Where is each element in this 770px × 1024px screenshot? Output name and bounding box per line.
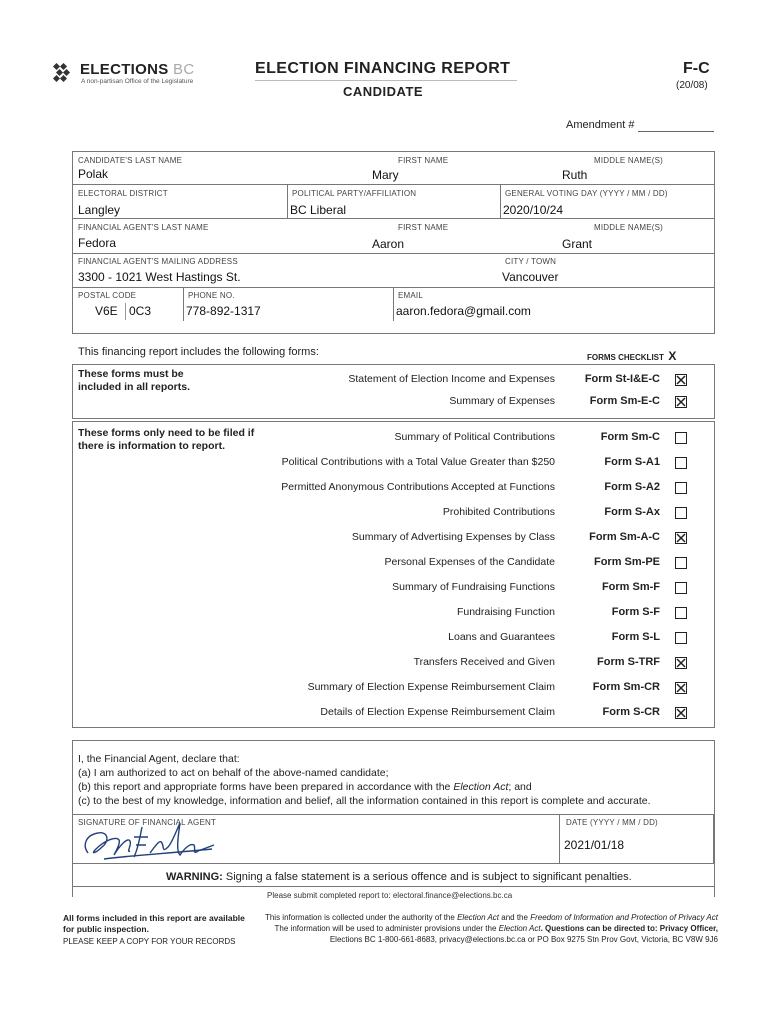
form-checkbox[interactable] <box>675 457 687 469</box>
form-code: Form Sm-A-C <box>589 531 660 543</box>
form-checkbox[interactable] <box>675 682 687 694</box>
district-value[interactable]: Langley <box>78 203 121 217</box>
checkbox-x-icon <box>676 683 686 693</box>
form-checkbox[interactable] <box>675 557 687 569</box>
privacy-note-2 <box>275 924 718 933</box>
logo-tagline: A non-partisan Office of the Legislature <box>81 78 194 85</box>
forms-intro: This financing report includes the following forms: <box>78 346 319 358</box>
agent-middle-name-label: MIDDLE NAME(S) <box>594 223 664 232</box>
form-checkbox[interactable] <box>675 582 687 594</box>
form-code: Form Sm-CR <box>592 681 660 693</box>
address-value[interactable]: 3300 - 1021 West Hastings St. <box>78 270 241 284</box>
form-checkbox[interactable] <box>675 607 687 619</box>
logo-suffix: BC <box>173 61 195 78</box>
forms-checklist-mark: X <box>668 349 677 363</box>
forms-checklist-header <box>587 347 676 365</box>
form-description: Summary of Advertising Expenses by Class <box>351 531 555 543</box>
candidate-last-name[interactable]: Polak <box>78 167 109 181</box>
form-version: (20/08) <box>676 80 708 91</box>
candidate-first-name[interactable]: Mary <box>372 168 399 182</box>
form-description: Transfers Received and Given <box>413 656 555 668</box>
form-description: Political Contributions with a Total Value Greater than $250 <box>281 456 555 468</box>
privacy-note-2-b: . Questions can be directed to: Privacy Officer, <box>540 924 718 933</box>
privacy-note-1 <box>265 913 718 922</box>
postal-code-label: POSTAL CODE <box>78 291 137 300</box>
candidate-middle-name-label: MIDDLE NAME(S) <box>594 156 664 165</box>
form-code: Form S-TRF <box>597 656 660 668</box>
form-code: Form Sm-C <box>600 431 660 443</box>
party-label: POLITICAL PARTY/AFFILIATION <box>292 189 417 198</box>
form-checkbox[interactable] <box>675 507 687 519</box>
amendment-label: Amendment # <box>566 119 635 131</box>
warning-label: WARNING: <box>166 871 223 883</box>
privacy-note-1-b: and the <box>501 913 528 922</box>
address-label: FINANCIAL AGENT'S MAILING ADDRESS <box>78 257 238 266</box>
warning-text: Signing a false statement is a serious offence and is subject to significant penalties. <box>225 871 632 883</box>
logo-name: ELECTIONS <box>80 61 169 78</box>
public-note-1: All forms included in this report are available <box>63 913 245 923</box>
form-description: Details of Election Expense Reimbursement Claim <box>320 706 555 718</box>
form-code: Form S-F <box>611 606 660 618</box>
form-code: Form S-A2 <box>604 481 660 493</box>
declaration-intro: I, the Financial Agent, declare that: <box>78 753 240 765</box>
amendment-field[interactable] <box>638 131 714 132</box>
voting-day-label: GENERAL VOTING DAY (YYYY / MM / DD) <box>505 189 668 198</box>
declaration-line-b-act: Election Act <box>453 781 509 793</box>
form-checkbox[interactable] <box>675 657 687 669</box>
checkbox-x-icon <box>676 375 686 385</box>
agent-middle-name[interactable]: Grant <box>562 237 593 251</box>
privacy-note-1-act: Election Act <box>457 913 500 922</box>
form-description: Personal Expenses of the Candidate <box>384 556 555 568</box>
form-description: Loans and Guarantees <box>448 631 555 643</box>
form-code: Form S-Ax <box>604 506 660 518</box>
agent-last-name[interactable]: Fedora <box>78 236 117 250</box>
postal-code-part-1[interactable]: V6E <box>95 304 118 318</box>
signature-image <box>74 815 224 863</box>
required-forms-heading: These forms must be included in all reports. <box>78 368 191 393</box>
form-checkbox[interactable] <box>675 532 687 544</box>
date-value[interactable]: 2021/01/18 <box>564 838 625 852</box>
city-value[interactable]: Vancouver <box>502 270 559 284</box>
signature-label: SIGNATURE OF FINANCIAL AGENT <box>78 818 217 827</box>
form-checkbox[interactable] <box>675 482 687 494</box>
candidate-middle-name[interactable]: Ruth <box>562 168 588 182</box>
public-note-2: for public inspection. <box>63 924 149 934</box>
form-checkbox[interactable] <box>675 374 687 386</box>
warning <box>166 871 632 883</box>
privacy-note-2-act: Election Act <box>498 924 541 933</box>
privacy-note-1-a: This information is collected under the authority of the <box>264 913 455 922</box>
email-label: EMAIL <box>398 291 424 300</box>
checkbox-x-icon <box>676 658 686 668</box>
declaration-line-b <box>78 781 532 793</box>
form-code: Form S-L <box>611 631 660 643</box>
agent-first-name[interactable]: Aaron <box>372 237 405 251</box>
optional-forms-heading: These forms only need to be filed if there is information to report. <box>78 427 255 452</box>
form-code: Form S-A1 <box>604 456 660 468</box>
party-value[interactable]: BC Liberal <box>290 203 347 217</box>
agent-last-name-label: FINANCIAL AGENT'S LAST NAME <box>78 223 209 232</box>
form-description: Statement of Election Income and Expenses <box>348 373 555 385</box>
form-description: Prohibited Contributions <box>442 506 555 518</box>
form-checkbox[interactable] <box>675 707 687 719</box>
form-description: Permitted Anonymous Contributions Accepted at Functions <box>281 481 555 493</box>
elections-bc-logo-icon <box>52 62 80 84</box>
declaration-line-c: (c) to the best of my knowledge, information and belief, all the information contained in this report is complete and accurate. <box>78 795 651 807</box>
candidate-first-name-label: FIRST NAME <box>398 156 449 165</box>
form-description: Summary of Expenses <box>449 395 555 407</box>
email-value[interactable]: aaron.fedora@gmail.com <box>396 304 531 318</box>
form-code: Form Sm-PE <box>593 556 660 568</box>
form-code: Form St-I&E-C <box>584 373 660 385</box>
checkbox-x-icon <box>676 397 686 407</box>
declaration-line-a: (a) I am authorized to act on behalf of the above-named candidate; <box>78 767 389 779</box>
logo <box>52 60 212 90</box>
form-code: Form S-CR <box>602 706 660 718</box>
report-title: ELECTION FINANCING REPORT <box>255 60 511 77</box>
city-label: CITY / TOWN <box>505 257 557 266</box>
form-checkbox[interactable] <box>675 432 687 444</box>
form-code: Form Sm-F <box>601 581 660 593</box>
forms-checklist-label: FORMS CHECKLIST <box>587 353 664 362</box>
agent-first-name-label: FIRST NAME <box>398 223 449 232</box>
candidate-last-name-label: CANDIDATE'S LAST NAME <box>78 156 183 165</box>
declaration-line-b-end: ; and <box>508 781 532 793</box>
keep-copy-note: PLEASE KEEP A COPY FOR YOUR RECORDS <box>63 937 236 946</box>
form-checkbox[interactable] <box>675 632 687 644</box>
phone-label: PHONE NO. <box>188 291 235 300</box>
privacy-note-1-act2: Freedom of Information and Protection of Privacy Act <box>530 913 718 922</box>
declaration-line-b-text: (b) this report and appropriate forms have been prepared in accordance with the <box>78 781 451 793</box>
form-description: Fundraising Function <box>456 606 555 618</box>
checkbox-x-icon <box>676 533 686 543</box>
form-checkbox[interactable] <box>675 396 687 408</box>
privacy-note-3: Elections BC 1-800-661-8683, privacy@elections.bc.ca or PO Box 9275 Stn Prov Govt, Victoria, BC V8W 9J6 <box>329 935 718 944</box>
voting-day-value[interactable]: 2020/10/24 <box>503 203 564 217</box>
form-description: Summary of Election Expense Reimbursement Claim <box>307 681 555 693</box>
form-id: F-C <box>683 60 710 77</box>
form-code: Form Sm-E-C <box>589 395 660 407</box>
submit-note: Please submit completed report to: electoral.finance@elections.bc.ca <box>267 891 513 900</box>
form-description: Summary of Political Contributions <box>394 431 555 443</box>
checkbox-x-icon <box>676 708 686 718</box>
form-description: Summary of Fundraising Functions <box>392 581 555 593</box>
postal-code-part-2[interactable]: 0C3 <box>129 304 152 318</box>
phone-value[interactable]: 778-892-1317 <box>186 304 261 318</box>
date-label: DATE (YYYY / MM / DD) <box>566 818 658 827</box>
report-subtitle: CANDIDATE <box>343 84 424 99</box>
privacy-note-2-a: The information will be used to administer provisions under the <box>274 924 497 933</box>
district-label: ELECTORAL DISTRICT <box>78 189 168 198</box>
